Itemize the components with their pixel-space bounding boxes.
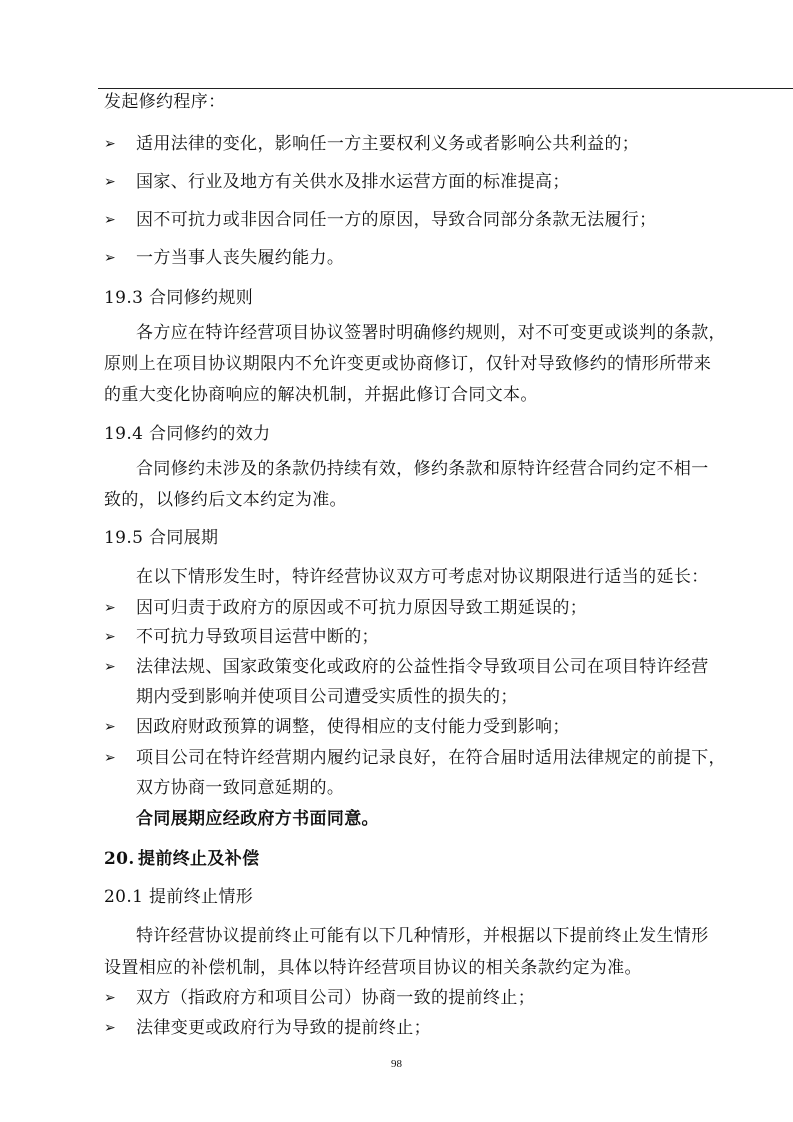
header-rule xyxy=(98,88,793,89)
bullet-arrow-icon: ➢ xyxy=(104,1020,117,1036)
bullet-arrow-icon: ➢ xyxy=(104,250,117,266)
bullet-arrow-icon: ➢ xyxy=(104,990,117,1006)
bullet-arrow-icon: ➢ xyxy=(104,719,117,735)
bullet-arrow-icon: ➢ xyxy=(104,629,117,645)
bullet-arrow-icon: ➢ xyxy=(104,174,117,190)
chapter-number: 20. xyxy=(104,849,135,869)
bullet-arrow-icon: ➢ xyxy=(104,600,117,616)
bullet-arrow-icon: ➢ xyxy=(104,750,117,766)
bullet-arrow-icon: ➢ xyxy=(104,136,117,152)
bullet-arrow-icon: ➢ xyxy=(104,212,117,228)
chapter-title: 提前终止及补偿 xyxy=(138,849,260,869)
bullet-arrow-icon: ➢ xyxy=(104,659,117,675)
page-number: 98 xyxy=(391,1058,402,1070)
